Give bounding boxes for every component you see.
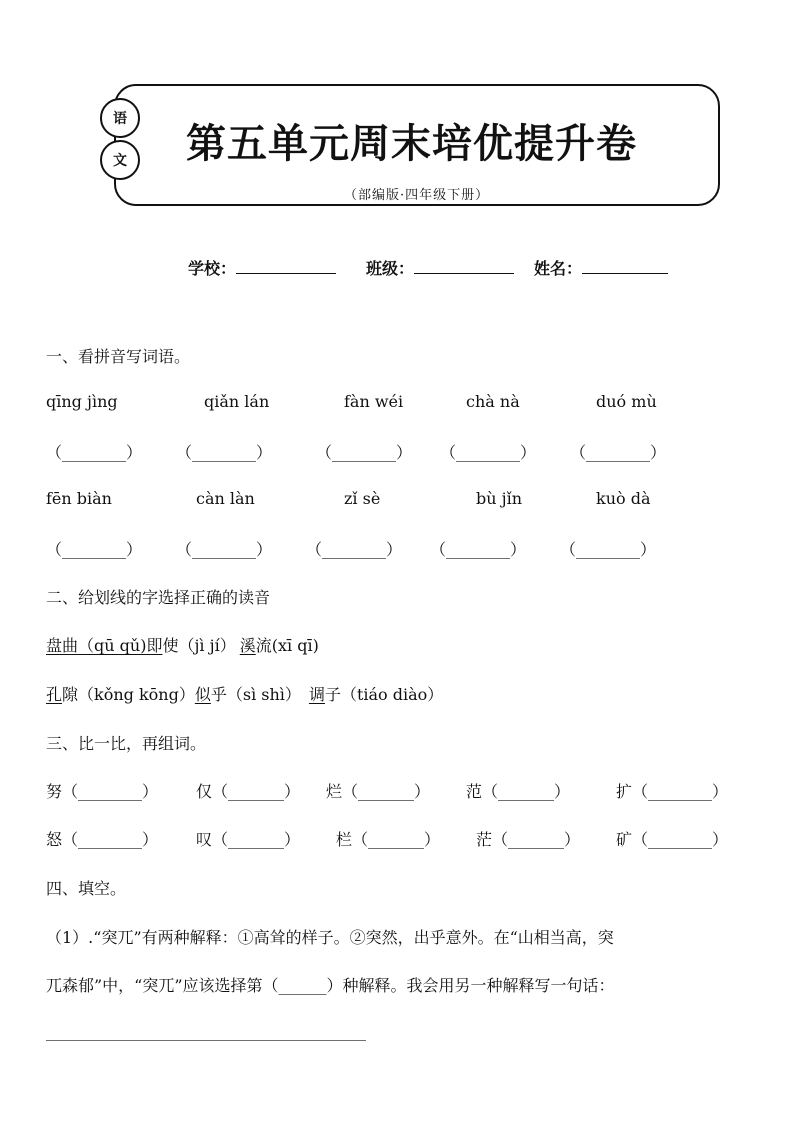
reading-item [46, 636, 146, 655]
page-title: 第五单元周末培优提升卷 [186, 121, 637, 167]
class-field[interactable] [366, 256, 514, 279]
pinyin-item: qiǎn lán [204, 392, 270, 411]
subject-badge-top [100, 98, 140, 138]
pinyin-item: qīng jìng [46, 392, 118, 411]
word-item[interactable]: 矿（________） [616, 830, 729, 849]
reading-rest: 流(xī qī) [255, 636, 319, 655]
answer-blank[interactable]: （________） [46, 443, 143, 462]
page-subtitle: （部编版·四年级下册） [344, 188, 490, 203]
underlined-char: 盘 [46, 636, 63, 655]
word-item[interactable]: 烂（_______） [326, 782, 431, 801]
answer-blank[interactable]: （________） [306, 540, 403, 559]
reading-rest: 使（jì jí） [162, 636, 236, 655]
underlined-char: 孔 [46, 685, 63, 704]
reading-rest: 子（tiáo diào） [324, 685, 444, 704]
pinyin-item: kuò dà [596, 489, 651, 508]
answer-blank[interactable]: （________） [430, 540, 527, 559]
answer-line[interactable]: ________________________________________ [46, 1022, 366, 1041]
pinyin-item: duó mù [596, 392, 657, 411]
question-1-line-2: 兀森郁”中，“突兀”应该选择第（______）种解释。我会用另一种解释写一句话： [46, 976, 615, 995]
class-label: 班级： [366, 259, 415, 278]
school-blank[interactable] [236, 259, 336, 274]
reading-item [195, 685, 301, 704]
name-field[interactable] [534, 256, 668, 279]
word-item[interactable]: 叹（_______） [196, 830, 301, 849]
word-item[interactable]: 仅（_______） [196, 782, 301, 801]
question-1-line-1: （1）.“突兀”有两种解释：①高耸的样子。②突然，出乎意外。在“山相当高，突 [46, 928, 614, 947]
school-label: 学校： [188, 259, 237, 278]
word-item[interactable]: 茫（_______） [476, 830, 581, 849]
answer-blank[interactable]: （________） [176, 443, 273, 462]
section3-heading: 三、比一比，再组词。 [46, 734, 207, 753]
pinyin-item: zǐ sè [344, 489, 381, 508]
reading-item [46, 685, 195, 704]
reading-rest: 曲（qū qǔ) [62, 636, 147, 655]
answer-blank[interactable]: （________） [440, 443, 537, 462]
answer-blank[interactable]: （________） [176, 540, 273, 559]
reading-item [240, 636, 319, 655]
reading-rest: 乎（sì shì） [210, 685, 301, 704]
badge-char-wen: 文 [113, 153, 127, 169]
underlined-char: 调 [308, 685, 325, 704]
underlined-char: 似 [194, 685, 211, 704]
name-label: 姓名： [534, 259, 583, 278]
badge-char-yu: 语 [113, 111, 127, 127]
answer-blank[interactable]: （________） [316, 443, 413, 462]
section2-heading: 二、给划线的字选择正确的读音 [46, 588, 271, 607]
reading-line-1 [46, 633, 319, 656]
pinyin-item: bù jǐn [476, 489, 523, 508]
word-item[interactable]: 怒（________） [46, 830, 159, 849]
answer-blank[interactable]: （________） [570, 443, 667, 462]
name-blank[interactable] [582, 259, 668, 274]
word-item[interactable]: 扩（________） [616, 782, 729, 801]
reading-item [146, 636, 235, 655]
pinyin-item: fàn wéi [344, 392, 404, 411]
reading-rest: 隙（kǒng kōng） [62, 685, 195, 704]
pinyin-item: càn làn [196, 489, 255, 508]
section4-heading: 四、填空。 [46, 879, 127, 898]
answer-blank[interactable]: （________） [560, 540, 657, 559]
section1-heading: 一、看拼音写词语。 [46, 347, 191, 366]
reading-line-2 [46, 682, 443, 705]
underlined-char: 溪 [239, 636, 256, 655]
pinyin-item: fēn biàn [46, 489, 112, 508]
school-field[interactable] [188, 256, 336, 279]
pinyin-item: chà nà [466, 392, 520, 411]
word-item[interactable]: 栏（_______） [336, 830, 441, 849]
reading-item [309, 685, 443, 704]
answer-blank[interactable]: （________） [46, 540, 143, 559]
word-item[interactable]: 努（________） [46, 782, 159, 801]
class-blank[interactable] [414, 259, 514, 274]
underlined-char: 即 [146, 636, 163, 655]
subject-badge-bottom [100, 140, 140, 180]
word-item[interactable]: 范（_______） [466, 782, 571, 801]
